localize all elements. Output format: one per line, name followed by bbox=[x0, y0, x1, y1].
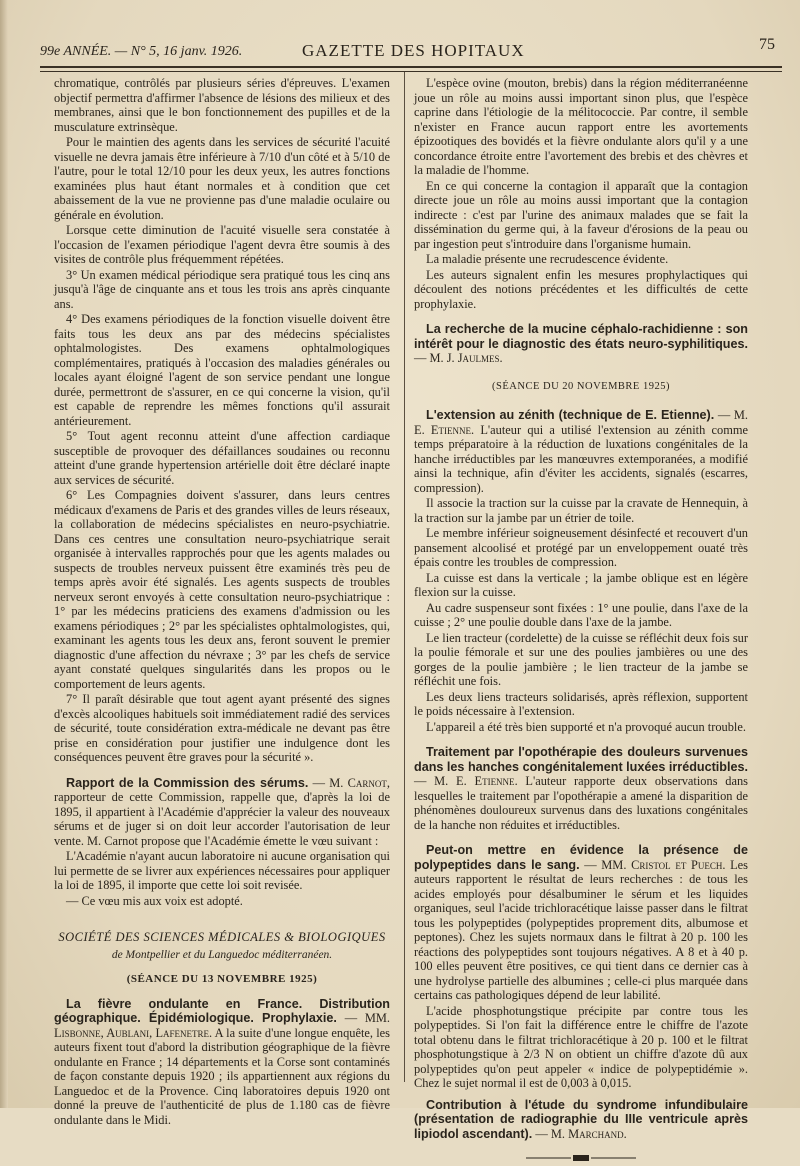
society-title: SOCIÉTÉ DES SCIENCES MÉDICALES & BIOLOGIQUES bbox=[58, 930, 386, 944]
paragraph: Le lien tracteur (cordelette) de la cuisse se réfléchit deux fois sur la poulie fémorale et sur une des poulies jambières ou une des gorges de la poulie jambière ; le lien tracteur de la jambe se réfléchit une fois. bbox=[414, 630, 748, 688]
article-title: Traitement par l'opothérapie des douleurs survenues dans les hanches congénitalement luxées irréductibles. bbox=[414, 745, 748, 774]
article-polypeptides: Peut-on mettre en évidence la présence de polypeptides dans le sang. — MM. Cristol et Puech. Les auteurs rapportent le résultat de leurs recherches : de tous les acides employés pour désalbuminer le sérum et les liquides organiques, seul l'acide trichloracétique laisse passer dans le filtrat tous les polypeptides (polypeptides proprement dits, albumose et peptones). Chez les sujets normaux dans le filtrat à 20 p. 100 les réactions des polypeptides sont toujours négatives. A 8 et à 40 p. 100 elles peuvent être positives, ce qui tient dans ce dernier cas à une hydrolyse partielle des albumines ; celle-ci plus marquée dans certains cas pathologiques dépend de leur labilité. bbox=[414, 843, 748, 1002]
article-fievre: La fièvre ondulante en France. Distribution géographique. Épidémiologique. Prophylaxie. — MM. Lisbonne, Aublani, Lafenetre. A la suite d'une longue enquête, les auteurs fixent tout d'abord la distribution géographique de la fièvre ondulante en France ; 14 départements et la Corse sont contaminés de façon constante depuis 1920 ; ils appartiennent aux régions du Languedoc et de la Provence. Cinq laboratoires depuis 1920 ont donné la preuve de l'authenticité de plus de 1.180 cas de fièvre ondulante dans le Midi. bbox=[54, 996, 390, 1127]
session-date: (SÉANCE DU 13 NOVEMBRE 1925) bbox=[126, 973, 318, 985]
article-serums: Rapport de la Commission des sérums. — M. Carnot, rapporteur de cette Commission, rappelle que, d'après la loi de 1895, il appartient à l'Académie d'apprécier la valeur des nouveaux sérums et de juger si on doit leur accorder l'autorisation de leur vente. M. Carnot propose que l'Académie émette le vœu suivant : bbox=[54, 775, 390, 848]
article-title: Contribution à l'étude du syndrome infundibulaire (présentation de radiographie du IIIe ventricule après lipiodol ascendant). bbox=[414, 1097, 748, 1141]
paragraph: 5° Tout agent reconnu atteint d'une affection cardiaque susceptible de provoquer des défaillances soudaines ou reconnu atteint d'une grande hypertension artérielle doit être déclaré inapte aux services de sécurité. bbox=[54, 429, 390, 487]
article-infundibulaire: Contribution à l'étude du syndrome infundibulaire (présentation de radiographie du IIIe ventricule après lipiodol ascendant). — M. Marchand. bbox=[414, 1097, 748, 1141]
right-column bbox=[414, 76, 748, 1161]
article-title: La fièvre ondulante en France. Distribution géographique. Épidémiologique. Prophylaxie. bbox=[54, 996, 390, 1025]
paragraph: Lorsque cette diminution de l'acuité visuelle sera constatée à l'occasion de l'examen périodique l'agent devra être soumis à des visites de contrôle plus fréquemment répétées. bbox=[54, 223, 390, 266]
article-author: Lisbonne, Aublani, Lafenetre bbox=[54, 1025, 210, 1040]
paragraph: 6° Les Compagnies doivent s'assurer, dans leurs centres médicaux d'examens de Paris et des grandes villes de leurs réseaux, la collaboration de médecins spécialistes en neuro-psychiatrie. Dans ces centres une consultation neuro-psychiatrique serait organisée à intervalles rapprochés pour que les agents malades ou suspects de troubles nerveux puissent être examinés très peu de temps après avoir été signalés. Les agents suspects de troubles nerveux seront envoyés à cette consultation neuro-psychiatrique : 1° par les médecins praticiens des examens d'admission ou les examens périodiques ; 2° par les spécialistes ophtalmologistes, qui, examinant les agents tous les deux ans, feront souvent le premier diagnostic d'une affection du névraxe ; 3° par les chefs de service ayant constaté quelques singularités dans les propos ou le comportement de leurs agents. bbox=[54, 488, 390, 691]
article-author: Cristol et Puech bbox=[631, 857, 723, 872]
article-title: La recherche de la mucine céphalo-rachidienne : son intérêt pour le diagnostic des états neuro-syphilitiques. bbox=[414, 322, 748, 351]
article-extension: L'extension au zénith (technique de E. Etienne). — M. E. Etienne. L'auteur qui a utilisé l'extension au zénith comme temps préparatoire à la réduction de luxations congénitales de la hanche irréductibles par les manœuvres extemporanées, a modifié ainsi la technique, afin d'éviter les accidents, signalés (escarres, compression). bbox=[414, 408, 748, 495]
paragraph: 7° Il paraît désirable que tout agent ayant présenté des signes d'excès alcooliques habituels soit immédiatement radié des services de sécurité, toute considération extra-médicale ne devant pas être prise en considération pour justifier une indulgence dont les conséquences peuvent être graves pour la sécurité ». bbox=[54, 692, 390, 764]
paragraph: 3° Un examen médical périodique sera pratiqué tous les cinq ans jusqu'à l'âge de cinquante ans et tous les trois ans après cinquante ans. bbox=[54, 267, 390, 311]
page-edge bbox=[0, 0, 8, 1108]
paragraph: L'appareil a été très bien supporté et n'a provoqué aucun trouble. bbox=[426, 719, 746, 734]
page-number: 75 bbox=[759, 36, 775, 53]
paragraph: — Ce vœu mis aux voix est adopté. bbox=[66, 893, 243, 908]
paragraph: Les deux liens tracteurs solidarisés, après réflexion, supportent le poids nécessaire à l'extension. bbox=[414, 689, 748, 718]
paragraph: Au cadre suspenseur sont fixées : 1° une poulie, dans l'axe de la cuisse ; 2° une poulie double dans l'axe de la jambe. bbox=[414, 600, 748, 629]
article-author: Marchand bbox=[568, 1126, 624, 1141]
paragraph: Il associe la traction sur la cuisse par la cravate de Hennequin, à la traction sur la jambe par un étrier de toile. bbox=[414, 496, 748, 525]
header-rule bbox=[40, 66, 782, 72]
society-subtitle: de Montpellier et du Languedoc méditerranéen. bbox=[111, 948, 333, 961]
article-title: Peut-on mettre en évidence la présence de polypeptides dans le sang. bbox=[414, 843, 748, 872]
article-author: Etienne bbox=[474, 774, 515, 788]
session-date: (SÉANCE DU 20 NOVEMBRE 1925) bbox=[492, 380, 670, 392]
article-opotherapie: Traitement par l'opothérapie des douleurs survenues dans les hanches congénitalement luxées irréductibles. — M. E. Etienne. L'auteur rapporte deux observations dans lesquelles le traitement par l'opothérapie a amené la disparition de phénomènes douloureux survenus dans des luxations congénitales de la hanche non réduites et irréductibles. bbox=[414, 745, 748, 832]
paragraph: Pour le maintien des agents dans les services de sécurité l'acuité visuelle ne devra jamais être inférieure à 7/10 d'un côté et à 5/10 de l'autre, pour le total 12/10 pour les deux yeux, les autres fonctions examinées plus haut étant normales et à condition que cet abaissement de la vue ne provienne pas d'une maladie oculaire ou générale en évolution. bbox=[54, 135, 390, 222]
article-title: L'extension au zénith (technique de E. Etienne). bbox=[426, 408, 715, 422]
left-column bbox=[54, 76, 390, 1128]
paragraph: Les auteurs signalent enfin les mesures prophylactiques qui découlent des notions précédentes et les difficultés de cette prophylaxie. bbox=[414, 267, 748, 311]
issue-info: 99e ANNÉE. — N° 5, 16 janv. 1926. bbox=[40, 44, 243, 59]
article-author: Etienne bbox=[430, 422, 471, 437]
paragraph: L'acide phosphotungstique précipite par contre tous les polypeptides. Si l'on fait la différence entre le chiffre de l'azote total obtenu dans le filtrat trichloracétique à 20 p. 100 et le filtrat phosphotungstique à 2/3 N on obtient un chiffre d'azote dû aux polypeptides qu'on peut appeler « indice de polypeptidémie ». Chez le sujet normal il est de 0,003 à 0,015. bbox=[414, 1003, 748, 1090]
paragraph: La cuisse est dans la verticale ; la jambe oblique est en légère flexion sur la cuisse. bbox=[414, 570, 748, 599]
article-author: Carnot bbox=[347, 775, 387, 790]
paragraph: L'espèce ovine (mouton, brebis) dans la région méditerranéenne joue un rôle au moins aussi important sinon plus, que l'espèce caprine dans l'étiologie de la mélitococcie. Par contre, il semble n'exister en France aucun rapport entre les avortements épizootiques des bovidés et la fièvre ondulante alors qu'il y a une concordance étroite entre l'avortement des brebis et des chèvres et la maladie de l'homme. bbox=[414, 76, 748, 177]
end-ornament bbox=[414, 1151, 748, 1161]
article-mucine: La recherche de la mucine céphalo-rachidienne : son intérêt pour le diagnostic des états neuro-syphilitiques. — M. J. Jaulmes. bbox=[414, 322, 748, 365]
article-author: Jaulmes bbox=[457, 351, 500, 365]
paragraph: Le membre inférieur soigneusement désinfecté et recouvert d'un pansement alcoolisé et protégé par un enveloppement ouaté très épais contre les troubles de compression. bbox=[414, 526, 748, 569]
page-header bbox=[40, 36, 775, 62]
paragraph: 4° Des examens périodiques de la fonction visuelle doivent être faits tous les deux ans par des médecins spécialistes ophtalmologistes. Des examens ophtalmologiques complémentaires, pratiqués à l'occasion des maladies générales ou locales ayant éloigné l'agent de son service pendant une longue durée, permettront de s'assurer, en ce qui concerne la vision, qu'il est capable de reprendre les mêmes fonctions qu'il assurait antérieurement. bbox=[54, 312, 390, 428]
journal-title: GAZETTE DES HOPITAUX bbox=[302, 41, 525, 60]
paragraph: L'Académie n'ayant aucun laboratoire ni aucune organisation qui lui permette de se livrer aux expériences nécessaires pour appliquer la loi de 1895, il importe que cette loi soit revisée. bbox=[54, 849, 390, 892]
article-title: Rapport de la Commission des sérums. bbox=[66, 775, 309, 790]
paragraph: La maladie présente une recrudescence évidente. bbox=[426, 252, 669, 266]
paragraph: En ce qui concerne la contagion il apparaît que la contagion directe joue un rôle au moins aussi important que la contagion indirecte : c'est par l'urine des animaux malades que se fait la dissémination du germe qui, à la faveur d'érosions de la peau ou par ingestion peut s'introduire dans l'organisme humain. bbox=[414, 178, 748, 251]
paragraph: chromatique, contrôlés par plusieurs séries d'épreuves. L'examen objectif permettra d'affirmer l'absence de lésions des milieux et des membranes, ainsi que le bon fonctionnement des pupilles et de la musculature extrinsèque. bbox=[54, 76, 390, 134]
column-divider bbox=[404, 72, 405, 1082]
